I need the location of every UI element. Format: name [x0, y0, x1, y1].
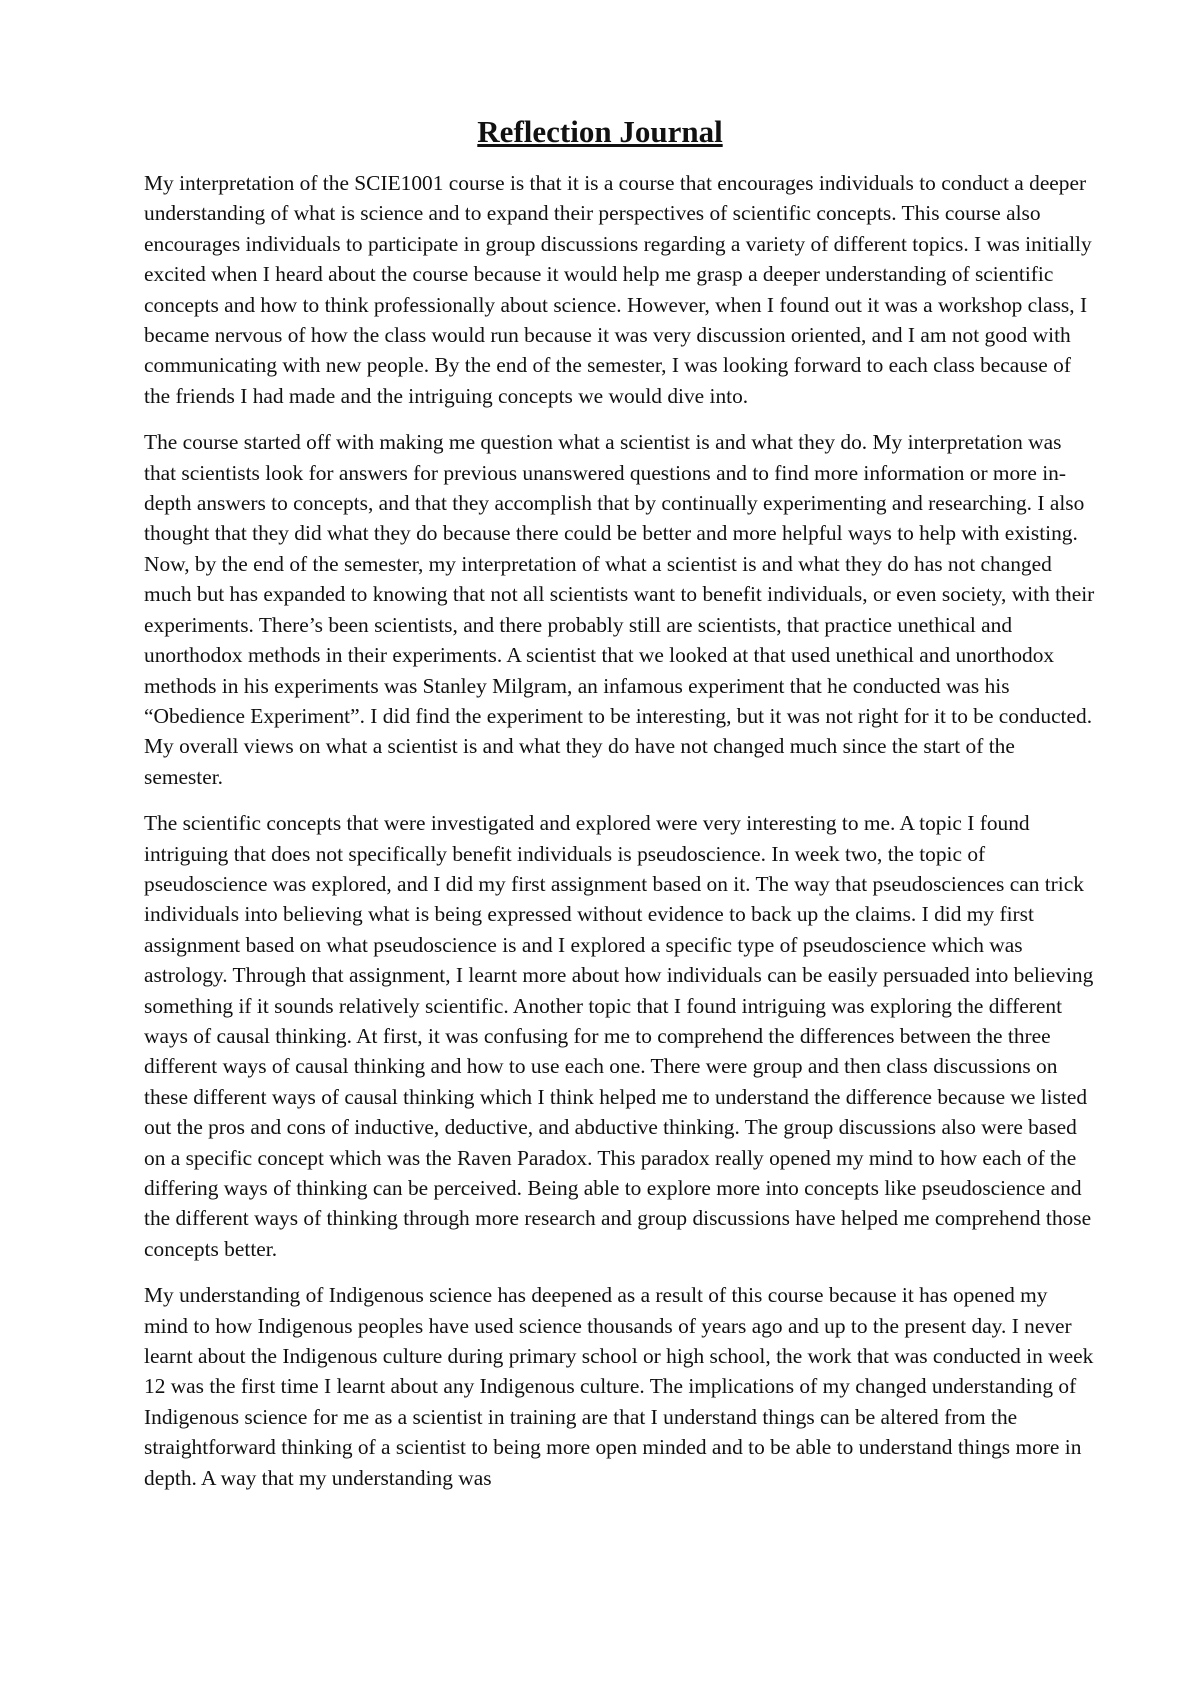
document-title: Reflection Journal [477, 114, 723, 149]
paragraph: My interpretation of the SCIE1001 course is that it is a course that encourages individuals to conduct a deeper understanding of what is science and to expand their perspectives of scientific concepts. This course also encourages individuals to participate in group discussions regarding a variety of different topics. I was initially excited when I heard about the course because it would help me grasp a deeper understanding of scientific concepts and how to think professionally about science. However, when I found out it was a workshop class, I became nervous of how the class would run because it was very discussion oriented, and I am not good with communicating with new people. By the end of the semester, I was looking forward to each class because of the friends I had made and the intriguing concepts we would dive into. [144, 171, 1092, 408]
document-body [144, 168, 1096, 1509]
paragraph: The course started off with making me question what a scientist is and what they do. My interpretation was that scientists look for answers for previous unanswered questions and to find more information or more in-depth answers to concepts, and that they accomplish that by continually experimenting and researching. I also thought that they did what they do because there could be better and more helpful ways to help with existing. Now, by the end of the semester, my interpretation of what a scientist is and what they do has not changed much but has expanded to knowing that not all scientists want to benefit individuals, or even society, with their experiments. There’s been scientists, and there probably still are scientists, that practice unethical and unorthodox methods in their experiments. A scientist that we looked at that used unethical and unorthodox methods in his experiments was Stanley Milgram, an infamous experiment that he conducted was his “Obedience Experiment”. I did find the experiment to be interesting, but it was not right for it to be conducted. My overall views on what a scientist is and what they do have not changed much since the start of the semester. [144, 430, 1095, 789]
paragraph: My understanding of Indigenous science has deepened as a result of this course because it has opened my mind to how Indigenous peoples have used science thousands of years ago and up to the present day. I never learnt about the Indigenous culture during primary school or high school, the work that was conducted in week 12 was the first time I learnt about any Indigenous culture. The implications of my changed understanding of Indigenous science for me as a scientist in training are that I understand things can be altered from the straightforward thinking of a scientist to being more open minded and to be able to understand things more in depth. A way that my understanding was [144, 1283, 1094, 1490]
paragraph: The scientific concepts that were investigated and explored were very interesting to me. A topic I found intriguing that does not specifically benefit individuals is pseudoscience. In week two, the topic of pseudoscience was explored, and I did my first assignment based on it. The way that pseudosciences can trick individuals into believing what is being expressed without evidence to back up the claims. I did my first assignment based on what pseudoscience is and I explored a specific type of pseudoscience which was astrology. Through that assignment, I learnt more about how individuals can be easily persuaded into believing something if it sounds relatively scientific. Another topic that I found intriguing was exploring the different ways of causal thinking. At first, it was confusing for me to comprehend the differences between the three different ways of causal thinking and how to use each one. There were group and then class discussions on these different ways of causal thinking which I think helped me to understand the difference because we listed out the pros and cons of inductive, deductive, and abductive thinking. The group discussions also were based on a specific concept which was the Raven Paradox. This paradox really opened my mind to how each of the differing ways of thinking can be perceived. Being able to explore more into concepts like pseudoscience and the different ways of thinking through more research and group discussions have helped me comprehend those concepts better. [144, 811, 1094, 1261]
